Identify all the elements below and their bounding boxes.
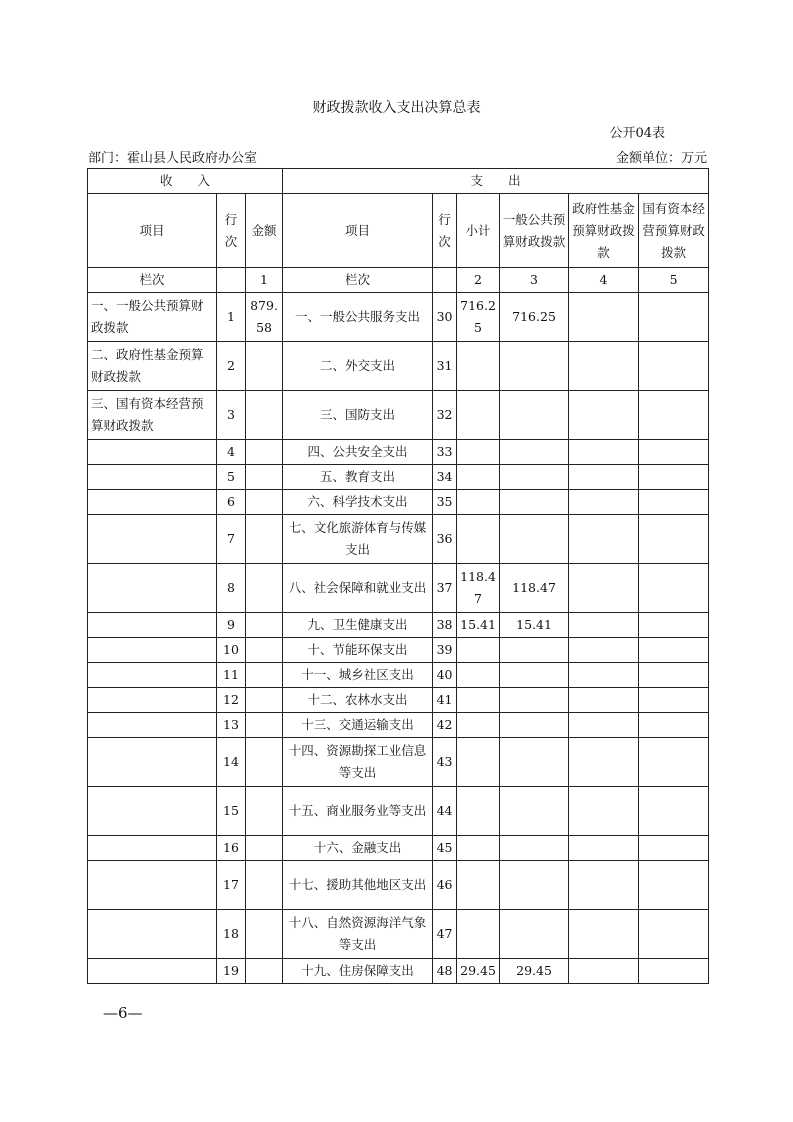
state-capital-value [639,638,709,663]
subtotal-value [457,861,500,910]
general-budget-value [500,738,569,787]
subtotal-value [457,342,500,391]
table-row [88,465,709,490]
table-row [88,564,709,613]
income-item [88,663,217,688]
state-capital-value [639,861,709,910]
income-amount [246,738,283,787]
income-row-no: 8 [217,564,246,613]
state-capital-value [639,440,709,465]
fund-budget-value [569,738,639,787]
unit-label: 金额单位：万元 [615,151,707,166]
expense-item: 十九、住房保障支出 [283,959,433,984]
income-row-no: 17 [217,861,246,910]
expense-item: 六、科学技术支出 [283,490,433,515]
fund-budget-value [569,293,639,342]
expense-item: 二、外交支出 [283,342,433,391]
income-header: 收 入 [88,169,283,194]
expense-row-no: 34 [433,465,457,490]
budget-table [87,168,709,984]
income-item [88,564,217,613]
fund-budget-header: 政府性基金预算财政拨款 [569,194,639,268]
general-budget-header: 一般公共预算财政拨款 [500,194,569,268]
subtotal-value: 716.25 [457,293,500,342]
expense-row-no: 44 [433,787,457,836]
income-row-no: 3 [217,391,246,440]
subtotal-value [457,440,500,465]
income-amount: 879.58 [246,293,283,342]
expense-item: 十二、农林水支出 [283,688,433,713]
section-header-row [88,169,709,194]
income-amount [246,440,283,465]
table-row [88,861,709,910]
income-item [88,440,217,465]
table-row [88,910,709,959]
subtotal-header: 小计 [457,194,500,268]
income-row-no: 7 [217,515,246,564]
fund-budget-value [569,836,639,861]
subtotal-value [457,663,500,688]
income-amount [246,836,283,861]
table-row [88,713,709,738]
expense-item: 十七、援助其他地区支出 [283,861,433,910]
fund-budget-value [569,391,639,440]
subtotal-value [457,688,500,713]
column-header-row [88,194,709,268]
expense-item: 十八、自然资源海洋气象等支出 [283,910,433,959]
expense-item: 十六、金融支出 [283,836,433,861]
income-amount [246,713,283,738]
general-budget-value [500,910,569,959]
table-row [88,787,709,836]
col-number-2: 2 [457,268,500,293]
expense-item: 九、卫生健康支出 [283,613,433,638]
expense-header: 支 出 [283,169,709,194]
income-amount [246,613,283,638]
expense-row-no: 30 [433,293,457,342]
fund-budget-value [569,713,639,738]
col-number-4: 4 [569,268,639,293]
income-row-no: 12 [217,688,246,713]
col-number-1: 1 [246,268,283,293]
table-row [88,342,709,391]
expense-row-no: 41 [433,688,457,713]
fund-budget-value [569,465,639,490]
income-amount [246,959,283,984]
income-row-no-header: 行次 [217,194,246,268]
table-row [88,613,709,638]
income-item [88,465,217,490]
fund-budget-value [569,342,639,391]
income-amount [246,515,283,564]
state-capital-value [639,663,709,688]
income-row-no: 14 [217,738,246,787]
table-row [88,688,709,713]
expense-row-no: 47 [433,910,457,959]
income-amount [246,465,283,490]
fund-budget-value [569,440,639,465]
empty-cell [217,268,246,293]
subtotal-value [457,490,500,515]
subtotal-value [457,391,500,440]
income-item [88,836,217,861]
general-budget-value [500,713,569,738]
general-budget-value: 716.25 [500,293,569,342]
general-budget-value [500,663,569,688]
general-budget-value [500,787,569,836]
income-row-no: 6 [217,490,246,515]
income-amount [246,861,283,910]
income-amount [246,564,283,613]
income-item-header: 项目 [88,194,217,268]
page-title: 财政拨款收入支出决算总表 [312,100,481,116]
expense-row-no: 46 [433,861,457,910]
expense-row-no: 39 [433,638,457,663]
fund-budget-value [569,663,639,688]
income-amount [246,787,283,836]
income-item [88,959,217,984]
income-item [88,910,217,959]
fund-budget-value [569,959,639,984]
expense-row-no: 45 [433,836,457,861]
state-capital-value [639,490,709,515]
table-row [88,490,709,515]
general-budget-value [500,638,569,663]
fund-budget-value [569,638,639,663]
income-item [88,787,217,836]
state-capital-value [639,515,709,564]
expense-item: 五、教育支出 [283,465,433,490]
fund-budget-value [569,787,639,836]
expense-item: 八、社会保障和就业支出 [283,564,433,613]
expense-col-label: 栏次 [283,268,433,293]
expense-row-no: 48 [433,959,457,984]
general-budget-value: 118.47 [500,564,569,613]
expense-row-no: 40 [433,663,457,688]
table-row [88,738,709,787]
state-capital-value [639,910,709,959]
general-budget-value [500,861,569,910]
income-amount [246,663,283,688]
table-row [88,293,709,342]
subtotal-value [457,787,500,836]
state-capital-value [639,713,709,738]
form-number: 公开04表 [609,126,665,141]
expense-item: 十四、资源勘探工业信息等支出 [283,738,433,787]
income-item [88,490,217,515]
state-capital-header: 国有资本经营预算财政拨款 [639,194,709,268]
income-amount [246,391,283,440]
income-row-no: 4 [217,440,246,465]
expense-item-header: 项目 [283,194,433,268]
state-capital-value [639,738,709,787]
general-budget-value: 29.45 [500,959,569,984]
state-capital-value [639,564,709,613]
expense-item: 十五、商业服务业等支出 [283,787,433,836]
state-capital-value [639,293,709,342]
fund-budget-value [569,688,639,713]
expense-item: 七、文化旅游体育与传媒支出 [283,515,433,564]
income-col-label: 栏次 [88,268,217,293]
fund-budget-value [569,910,639,959]
income-row-no: 15 [217,787,246,836]
income-amount [246,490,283,515]
expense-row-no: 38 [433,613,457,638]
subtotal-value [457,836,500,861]
income-row-no: 10 [217,638,246,663]
income-row-no: 18 [217,910,246,959]
general-budget-value [500,440,569,465]
expense-item: 三、国防支出 [283,391,433,440]
table-row [88,638,709,663]
income-row-no: 16 [217,836,246,861]
income-item [88,638,217,663]
expense-row-no: 37 [433,564,457,613]
department-label: 部门：霍山县人民政府办公室 [88,151,258,166]
income-item [88,515,217,564]
column-number-row [88,268,709,293]
expense-row-no: 42 [433,713,457,738]
table-row [88,440,709,465]
subtotal-value [457,738,500,787]
income-amount [246,688,283,713]
expense-row-no: 43 [433,738,457,787]
fund-budget-value [569,515,639,564]
table-row [88,959,709,984]
expense-item: 十三、交通运输支出 [283,713,433,738]
income-item [88,713,217,738]
general-budget-value [500,465,569,490]
income-item [88,688,217,713]
general-budget-value [500,836,569,861]
col-number-3: 3 [500,268,569,293]
state-capital-value [639,959,709,984]
subtotal-value: 118.47 [457,564,500,613]
table-row [88,663,709,688]
fund-budget-value [569,861,639,910]
income-amount [246,910,283,959]
general-budget-value [500,342,569,391]
state-capital-value [639,787,709,836]
income-item [88,861,217,910]
general-budget-value: 15.41 [500,613,569,638]
expense-row-no: 31 [433,342,457,391]
general-budget-value [500,391,569,440]
income-row-no: 2 [217,342,246,391]
subtotal-value [457,713,500,738]
income-row-no: 11 [217,663,246,688]
state-capital-value [639,836,709,861]
expense-row-no: 32 [433,391,457,440]
expense-row-no-header: 行次 [433,194,457,268]
subtotal-value: 15.41 [457,613,500,638]
expense-item: 四、公共安全支出 [283,440,433,465]
income-amount-header: 金额 [246,194,283,268]
income-row-no: 13 [217,713,246,738]
subtotal-value [457,638,500,663]
fund-budget-value [569,613,639,638]
expense-row-no: 35 [433,490,457,515]
subtotal-value: 29.45 [457,959,500,984]
income-row-no: 9 [217,613,246,638]
state-capital-value [639,391,709,440]
state-capital-value [639,342,709,391]
income-item: 二、政府性基金预算财政拨款 [88,342,217,391]
expense-item: 十、节能环保支出 [283,638,433,663]
income-amount [246,342,283,391]
income-item [88,613,217,638]
expense-item: 十一、城乡社区支出 [283,663,433,688]
state-capital-value [639,613,709,638]
income-item: 一、一般公共预算财政拨款 [88,293,217,342]
expense-row-no: 33 [433,440,457,465]
table-row [88,515,709,564]
income-row-no: 1 [217,293,246,342]
income-row-no: 19 [217,959,246,984]
income-row-no: 5 [217,465,246,490]
subtotal-value [457,465,500,490]
general-budget-value [500,688,569,713]
state-capital-value [639,688,709,713]
table-row [88,836,709,861]
income-item [88,738,217,787]
expense-row-no: 36 [433,515,457,564]
general-budget-value [500,515,569,564]
col-number-5: 5 [639,268,709,293]
subtotal-value [457,910,500,959]
fund-budget-value [569,490,639,515]
empty-cell [433,268,457,293]
general-budget-value [500,490,569,515]
income-item: 三、国有资本经营预算财政拨款 [88,391,217,440]
page-number: —6— [103,1004,143,1022]
state-capital-value [639,465,709,490]
expense-item: 一、一般公共服务支出 [283,293,433,342]
subtotal-value [457,515,500,564]
income-amount [246,638,283,663]
table-row [88,391,709,440]
fund-budget-value [569,564,639,613]
